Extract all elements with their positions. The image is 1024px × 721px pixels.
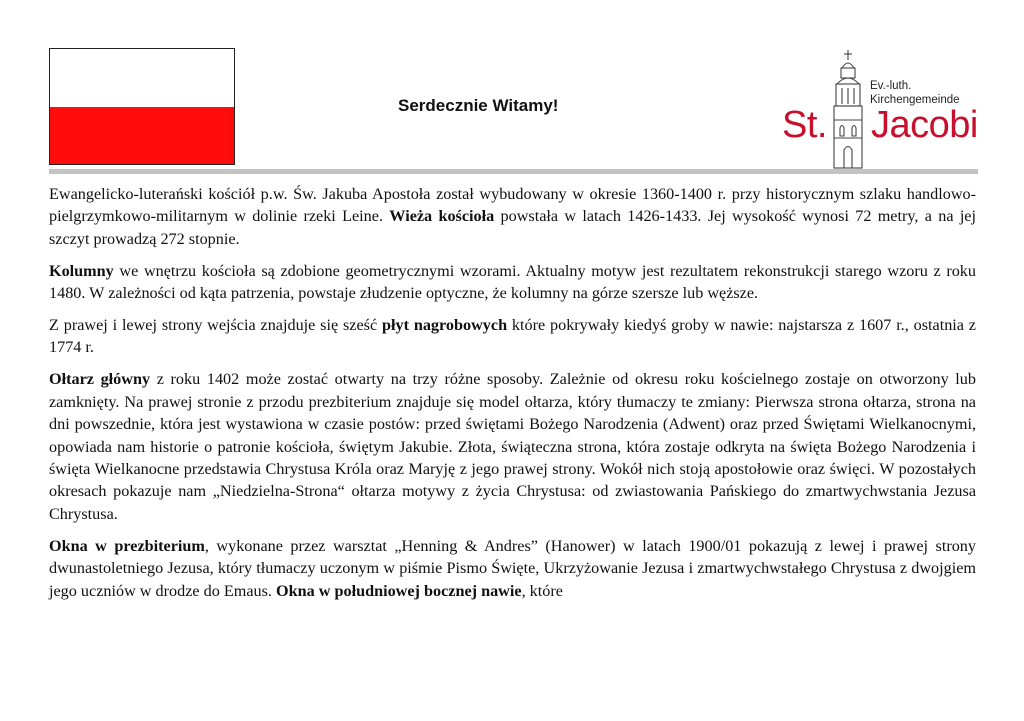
paragraph-text: które pokrywały kiedyś groby w nawie: najstarsza z 1607 r., ostatnia z 1774 r. [49,316,976,357]
document-body [49,183,976,611]
polish-flag [49,48,235,165]
paragraph-text: powstała w latach 1426-1433. Jej wysokość wynosi 72 metry, a na jej szczyt prowadzą 272 stopnie. [49,207,976,248]
paragraph-text: Ewangelicko-luterański kościół p.w. Św. Jakuba Apostoła został wybudowany w okresie 1360-1400 r. przy historycznym szlaku handlowo-pielgrzymkowo-militarnym w dolinie rzeki Leine. [49,185,976,226]
church-tower-icon [828,50,868,170]
paragraph-tower [49,183,976,250]
paragraph-text: , wykonane przez warsztat „Henning & Andres” (Hanower) w latach 1900/01 pokazują z lewej i prawej strony dwunastoletniego Jezusa, który tłumaczy uczonym w piśmie Pismo Święte, Ukrzyżowanie Jezusa i zmartwychwstałego Chrystusa z dwojgiem jego uczniów w drodze do Emaus. [49,536,976,600]
bold-term: Wieża kościoła [389,207,495,226]
paragraph-windows [49,535,976,602]
paragraph-text: Z prawej i lewej strony wejścia znajduje się sześć [49,316,382,335]
paragraph-text: z roku 1402 może zostać otwarty na trzy różne sposoby. Zależnie od okresu roku kościelnego zostaje on otworzony lub zamknięty. Na prawej stronie z przodu prezbiterium znajduje się model ołtarza, który tłumaczy te zmiany: Pierwsza strona ołtarza, strona na dni powszednie, która jest wystawiona w czasie postów: przed świętami Bożego Narodzenia (Adwent) oraz przed Świętami Wielkanocnymi, opowiada nam historie o patronie kościoła, świętym Jakubie. Złota, świąteczna strona, która zostaje odkryta na święta Bożego Narodzenia i święta Wielkanocne przedstawia Chrystusa Króla oraz Maryję z jego prawej strony. Wokół nich stoją apostołowie oraz święci. W pozostałych okresach pokazuje nam „Niedzielna-Strona“ ołtarza motywy z życia Chrystusa: od zwiastowania Pańskiego do zmartwychwstania Jezusa Chrystusa. [49,370,976,523]
paragraph-gravestones [49,314,976,359]
page-title: Serdecznie Witamy! [398,96,559,115]
logo-line-2: Kirchengemeinde [870,94,960,106]
st-jacobi-logo [780,48,980,170]
bold-term: Ołtarz główny [49,370,151,389]
paragraph-text: we wnętrzu kościoła są zdobione geometrycznymi wzorami. Aktualny motyw jest rezultatem rekonstrukcji starego wzoru z roku 1480. W zależności od kąta patrzenia, powstaje złudzenie optyczne, że kolumny na górze szersze lub węższe. [49,261,976,303]
paragraph-altar [49,368,976,525]
logo-line-1: Ev.-luth. [870,80,912,92]
logo-jacobi: Jacobi [871,104,978,146]
bold-term: płyt nagrobowych [382,316,508,335]
bold-term: Okna w południowej bocznej nawie [276,581,522,600]
flag-red-stripe [50,107,234,164]
header-divider [49,169,978,174]
paragraph-columns [49,260,976,305]
bold-term: Okna w prezbiterium [49,536,205,555]
logo-st: St. [782,104,827,146]
bold-term: Kolumny [49,261,114,280]
flag-white-stripe [50,49,234,107]
paragraph-text: , które [521,581,563,600]
